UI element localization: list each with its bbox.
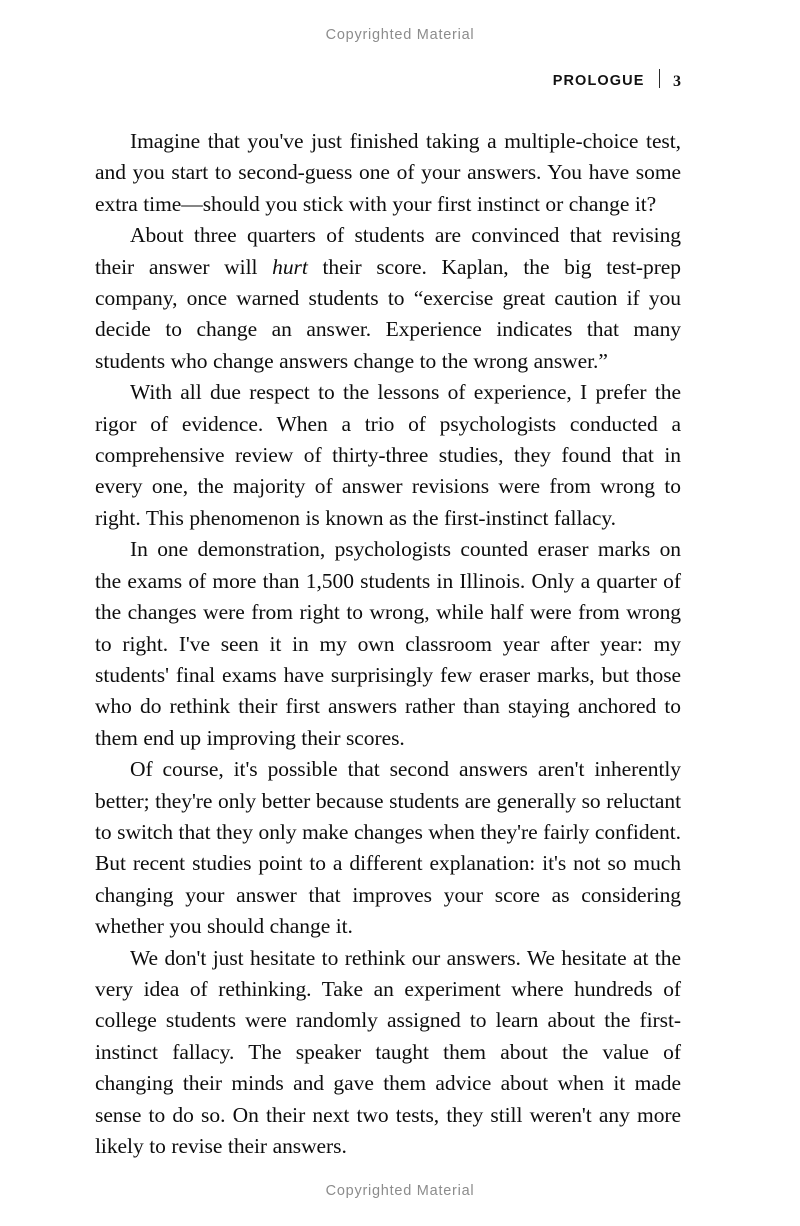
body-text-block — [95, 126, 681, 1162]
page-number: 3 — [673, 73, 681, 90]
paragraph-2 — [95, 220, 681, 377]
copyright-watermark-top: Copyrighted Material — [325, 27, 475, 43]
running-head-section-label: PROLOGUE — [552, 73, 645, 89]
running-head — [95, 66, 681, 90]
copyright-watermark-bottom: Copyrighted Material — [325, 1183, 475, 1199]
paragraph-5: Of course, it's possible that second answers aren't inherently better; they're only better because students are generally so reluctant to switch that they only make changes when they're fairly confident. But recent studies point to a different explanation: it's not so much changing your answer that improves your score as considering whether you should change it. — [95, 757, 681, 939]
paragraph-1: Imagine that you've just finished taking a multiple-choice test, and you start to second-guess one of your answers. You have some extra time—should you stick with your first instinct or change it? — [95, 129, 681, 216]
paragraph-2-text-before-emphasis: About three quarters of students are convinced that revising their answer will — [95, 223, 681, 279]
paragraph-2-text-after-emphasis: their score. Kaplan, the big test-prep company, once warned students to “exercise great caution if you decide to change an answer. Experience indicates that many students who change answers change to the wrong answer.” — [95, 254, 681, 373]
paragraph-4: In one demonstration, psychologists counted eraser marks on the exams of more than 1,500 students in Illinois. Only a quarter of the changes were from right to wrong, while half were from wrong to right. I've seen it in my own classroom year after year: my students' final exams have surprisingly few eraser marks, but those who do rethink their first answers rather than staying anchored to them end up improving their scores. — [95, 537, 681, 750]
emphasis-hurt: hurt — [272, 254, 308, 279]
paragraph-6: We don't just hesitate to rethink our answers. We hesitate at the very idea of rethinking. Take an experiment where hundreds of college students were randomly assigned to learn about the first-instinct fallacy. The speaker taught them about the value of changing their minds and gave them advice about when it made sense to do so. On their next two tests, they still weren't any more likely to revise their answers. — [95, 945, 681, 1158]
running-head-divider — [659, 69, 661, 88]
paragraph-3: With all due respect to the lessons of experience, I prefer the rigor of evidence. When a trio of psychologists conducted a comprehensive review of thirty-three studies, they found that in every one, the majority of answer revisions were from wrong to right. This phenomenon is known as the first-instinct fallacy. — [95, 380, 681, 530]
